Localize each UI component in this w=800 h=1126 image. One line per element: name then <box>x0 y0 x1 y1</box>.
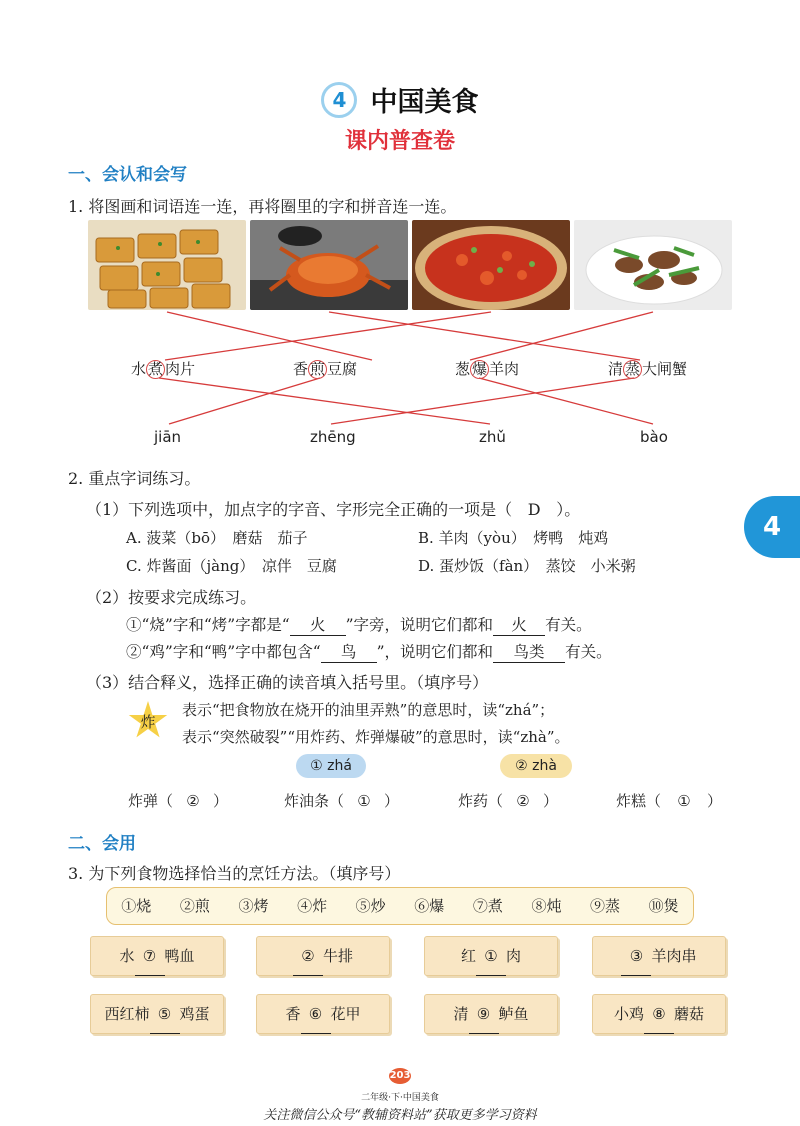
answer-blank: ⑤ <box>150 995 180 1034</box>
question-2-2-title: （2）按要求完成练习。 <box>86 588 257 607</box>
word-shui-zhu-rou-pian: 水 煮 肉片 <box>131 360 196 378</box>
answer-blank: 火 <box>493 613 545 636</box>
method-item: ②煎 <box>179 897 210 915</box>
food-card: ② 牛排 <box>256 936 390 976</box>
option-c: C. 炸酱面（jàng） 凉伴 豆腐 <box>126 557 337 575</box>
answer-blank: 鸟类 <box>493 640 565 663</box>
promo-text: 关注微信公众号“教辅资料站”获取更多学习资料 <box>263 1108 537 1123</box>
food-card: 小鸡 ⑧ 蘑菇 <box>592 994 726 1034</box>
word-cong-bao-yang-rou: 葱 爆 羊肉 <box>455 360 520 378</box>
matching-lines <box>0 0 800 460</box>
food-card: 西红柿 ⑤ 鸡蛋 <box>90 994 224 1034</box>
cooking-methods-list <box>106 887 694 925</box>
grade-line: 二年级·下·中国美食 <box>361 1093 439 1103</box>
word-qing-zheng-da-zha-xie: 清 蒸 大闸蟹 <box>608 360 688 378</box>
question-2-1-stem: （1）下列选项中，加点字的字音、字形完全正确的一项是（ D ）。 <box>86 500 581 519</box>
item-zha-you-tiao: 炸油条（ ① ） <box>284 792 400 810</box>
answer-d: D <box>527 500 541 519</box>
method-item: ⑨蒸 <box>590 897 621 915</box>
word-xiang-jian-dou-fu: 香 煎 豆腐 <box>293 360 358 378</box>
option-a: A. 菠菜（bō） 磨菇 茄子 <box>126 529 308 547</box>
paper-subtitle: 课内普查卷 <box>344 129 455 154</box>
answer-blank: 火 <box>290 613 346 636</box>
answer-blank: ③ <box>621 937 651 976</box>
circled-char: 爆 <box>472 360 488 378</box>
answer-blank: 鸟 <box>321 640 377 663</box>
page-number: 203 <box>389 1068 411 1084</box>
question-2-title: 2. 重点字词练习。 <box>68 469 201 488</box>
method-item: ④炸 <box>297 897 328 915</box>
section-heading-1: 一、会认和会写 <box>68 165 187 185</box>
definition-zha-4: 表示“突然破裂”“用炸药、炸弹爆破”的意思时，读“zhà”。 <box>182 728 570 746</box>
answer-blank: ⑧ <box>644 995 674 1034</box>
definition-zha-2: 表示“把食物放在烧开的油里弄熟”的意思时，读“zhá”； <box>182 701 555 719</box>
question-1-prompt: 1. 将图画和词语连一连，再将圈里的字和拼音连一连。 <box>68 197 457 216</box>
unit-number-badge: 4 <box>321 82 357 118</box>
method-item: ③烤 <box>238 897 269 915</box>
question-2-3-title: （3）结合释义，选择正确的读音填入括号里。（填序号） <box>86 673 489 692</box>
item-zha-gao: 炸糕（ ① ） <box>616 792 723 810</box>
circled-char: 煮 <box>148 360 164 378</box>
method-item: ①烧 <box>121 897 152 915</box>
food-card: 清 ⑨ 鲈鱼 <box>424 994 558 1034</box>
method-item: ⑩煲 <box>648 897 679 915</box>
method-item: ⑦煮 <box>472 897 503 915</box>
section-heading-2: 二、会用 <box>68 834 136 854</box>
pinyin-zheng: zhēng <box>310 428 356 446</box>
item-zha-yao: 炸药（ ② ） <box>458 792 559 810</box>
option-d: D. 蛋炒饭（fàn） 蒸饺 小米粥 <box>418 557 636 575</box>
food-card: 香 ⑥ 花甲 <box>256 994 390 1034</box>
answer-blank: ⑥ <box>301 995 331 1034</box>
pinyin-bao: bào <box>640 428 668 446</box>
pinyin-zhu: zhǔ <box>479 428 506 446</box>
food-card: 水 ⑦ 鸭血 <box>90 936 224 976</box>
method-item: ⑥爆 <box>414 897 445 915</box>
method-item: ⑤炒 <box>355 897 386 915</box>
answer-blank: ② <box>293 937 323 976</box>
method-item: ⑧炖 <box>531 897 562 915</box>
answer-blank: ① <box>476 937 506 976</box>
option-b: B. 羊肉（yòu） 烤鸭 炖鸡 <box>418 529 609 547</box>
circled-char: 煎 <box>310 360 326 378</box>
pill-zha-2: ① zhá <box>296 754 366 778</box>
question-2-2-line-2: ②“鸡”字和“鸭”字中都包含“ 鸟 ”，说明它们都和 鸟类 有关。 <box>126 640 612 663</box>
circled-char: 蒸 <box>625 360 641 378</box>
pinyin-jian: jiān <box>154 428 182 446</box>
food-card: 红 ① 肉 <box>424 936 558 976</box>
answer-blank: ⑨ <box>469 995 499 1034</box>
unit-title-text: 中国美食 <box>370 87 479 118</box>
question-3-prompt: 3. 为下列食物选择恰当的烹饪方法。（填序号） <box>68 864 401 883</box>
food-card: ③ 羊肉串 <box>592 936 726 976</box>
pill-zha-4: ② zhà <box>500 754 572 778</box>
star-character: 炸 <box>140 713 156 731</box>
item-zha-dan: 炸弹（ ② ） <box>128 792 229 810</box>
question-2-2-line-1: ①“烧”字和“烤”字都是“ 火 ”字旁，说明它们都和 火 有关。 <box>126 613 592 636</box>
chapter-side-tab: 4 <box>744 496 800 558</box>
answer-blank: ⑦ <box>135 937 165 976</box>
